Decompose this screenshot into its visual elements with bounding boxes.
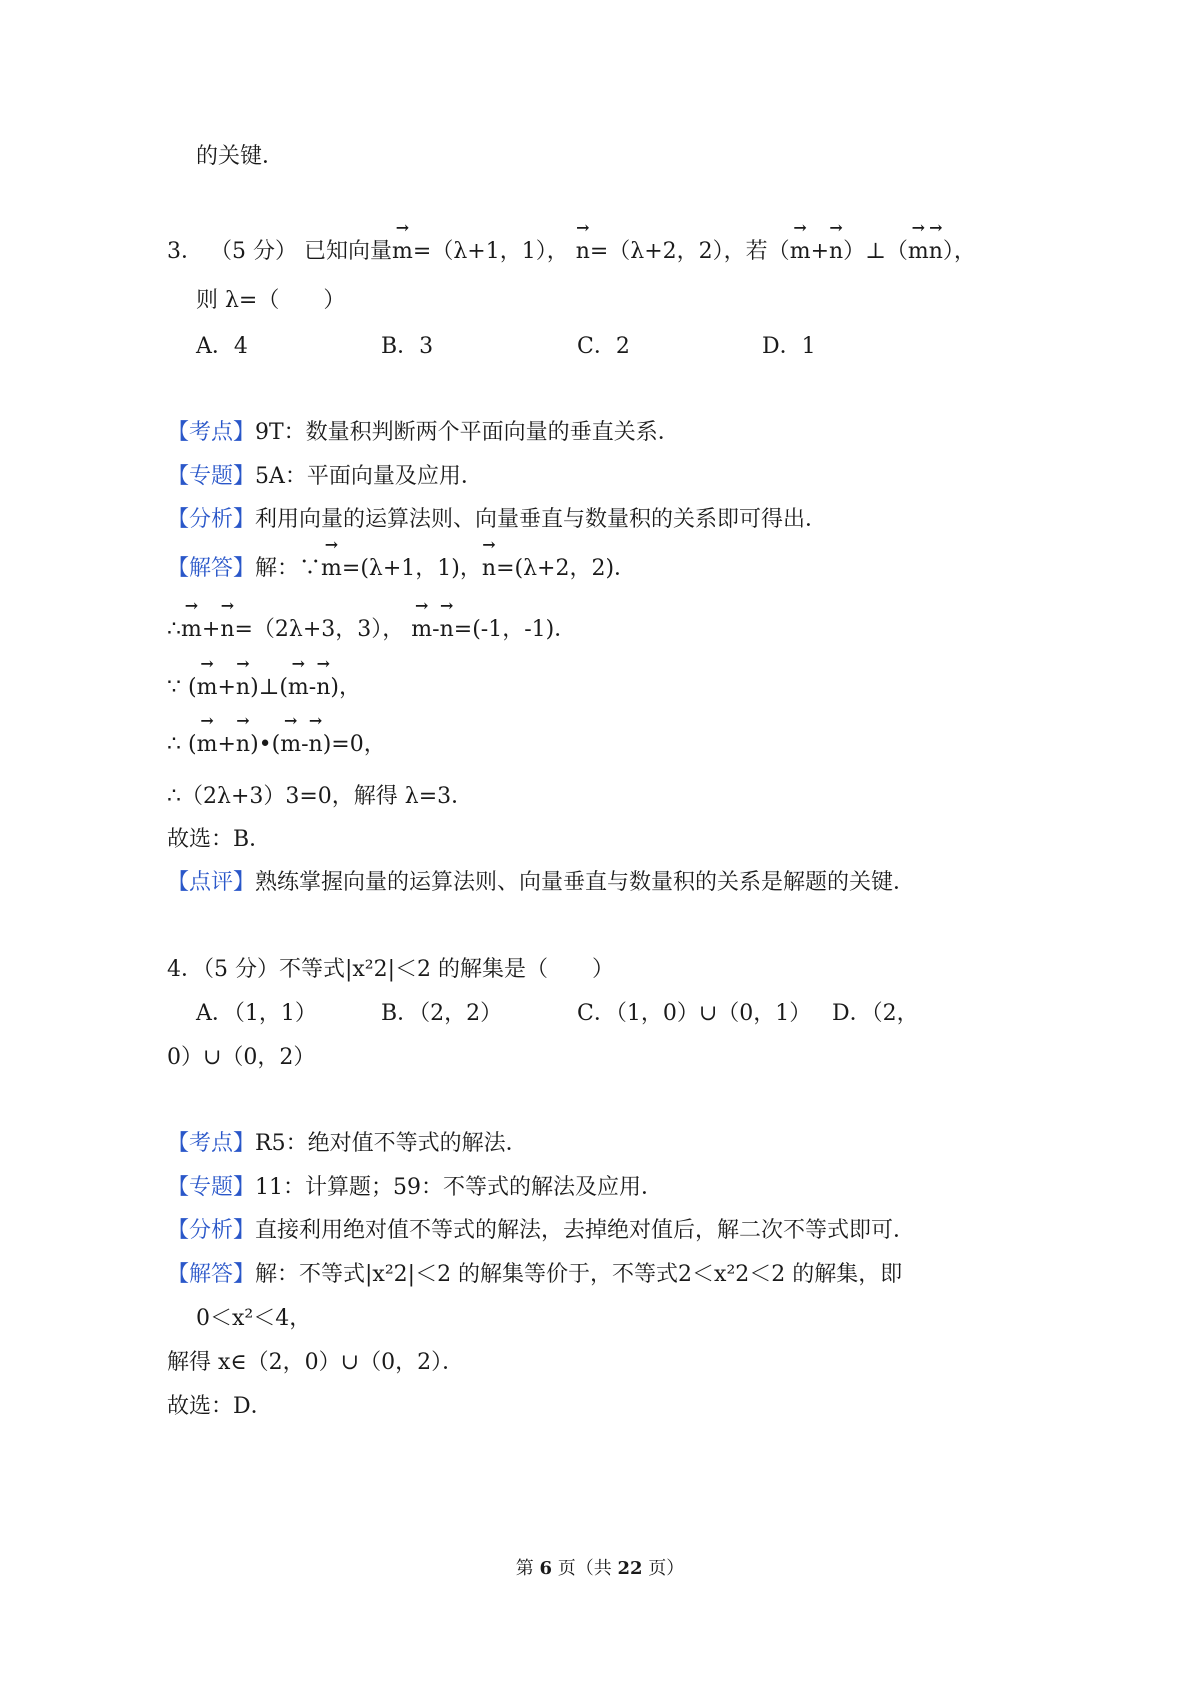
vector-m-7: → m: [197, 671, 218, 705]
footer-total-pages: 22: [617, 1558, 643, 1579]
q3-plus: +: [810, 239, 829, 264]
l4: ∴ (: [167, 732, 197, 757]
vector-m-8: → m: [288, 671, 309, 705]
l2-plus: +: [201, 617, 221, 642]
kaodian-text: 9T：数量积判断两个平面向量的垂直关系．: [255, 420, 680, 445]
q3-zhuanti: [167, 460, 483, 494]
dianping-tag: 【点评】: [167, 870, 256, 895]
q4-jieda-line4: 故选：D．: [167, 1394, 273, 1419]
vector-n-6: → n: [440, 613, 454, 647]
vector-m-9: → m: [197, 728, 218, 762]
l3-plus: +: [217, 675, 236, 700]
q3-jieda-line6: 故选：B．: [167, 827, 272, 852]
footer-prefix: 第: [515, 1558, 534, 1579]
vector-n-8: → n: [316, 671, 330, 705]
q3-close: ），: [942, 239, 976, 264]
dianping-text: 熟练掌握向量的运算法则、向量垂直与数量积的关系是解题的关键．: [255, 870, 916, 895]
vector-n-7: → n: [236, 671, 250, 705]
kaodian-tag-2: 【考点】: [167, 1131, 256, 1156]
q3-fenxi: [167, 503, 827, 537]
q3-jieda-line3: [167, 671, 361, 705]
l4b: )•(: [250, 732, 281, 757]
q4-options-line2: 0）∪（0，2）: [167, 1045, 316, 1070]
q3-option-c: C．2: [577, 334, 630, 359]
fenxi-text-2: 直接利用绝对值不等式的解法，去掉绝对值后，解二次不等式即可．: [255, 1218, 916, 1243]
vector-n-10: → n: [309, 728, 323, 762]
q3-stem-text: 已知向量: [304, 239, 393, 264]
q4-stem: 4．（5 分）不等式|x²2|＜2 的解集是（ ）: [167, 957, 615, 982]
l2c: =(-1，-1)．: [453, 617, 577, 642]
l3: ∵ (: [167, 675, 197, 700]
l3-minus: -: [308, 675, 317, 700]
kaodian-text-2: R5：绝对值不等式的解法．: [255, 1131, 528, 1156]
zhuanti-text: 5A：平面向量及应用．: [255, 464, 483, 489]
vector-n-3: → n: [929, 235, 943, 269]
vector-m-4: → m: [321, 552, 342, 586]
q3-score: （5 分）: [210, 239, 297, 264]
zhuanti-tag: 【专题】: [167, 464, 256, 489]
q3-jieda-line1: [167, 552, 636, 586]
footer-suffix: 页）: [648, 1558, 685, 1579]
q3-option-d: D．1: [762, 334, 816, 359]
vector-m: → m: [392, 235, 413, 269]
q3-option-b: B．3: [381, 334, 434, 359]
vector-m-3: → m: [908, 235, 929, 269]
l2a: ∴: [167, 617, 181, 642]
vector-n-2: → n: [829, 235, 843, 269]
q3-kaodian: [167, 416, 680, 450]
top-fragment: 的关键．: [196, 144, 285, 169]
l3c: )，: [330, 675, 361, 700]
zhuanti-tag-2: 【专题】: [167, 1175, 256, 1200]
q3-stem-line2: 则 λ=（ ）: [196, 288, 346, 313]
jieda-l1c: =(λ+2，2)．: [496, 556, 637, 581]
jieda-text-2: 解：不等式|x²2|＜2 的解集等价于，不等式2＜x²2＜2 的解集，即: [255, 1262, 903, 1287]
q3-perp: ）⊥（: [843, 239, 908, 264]
q3-dianping: [167, 866, 915, 900]
q4-jieda-line3: 解得 x∈（2，0）∪（0，2）．: [167, 1350, 465, 1375]
jieda-tag-2: 【解答】: [167, 1262, 256, 1287]
q3-option-a: A．4: [196, 334, 248, 359]
vector-m-10: → m: [280, 728, 301, 762]
q3-jieda-line5: ∴（2λ+3）3=0，解得 λ=3．: [167, 784, 474, 809]
q4-fenxi: [167, 1214, 915, 1248]
vector-m-5: → m: [181, 613, 202, 647]
q4-option-d: D．（2，: [832, 1001, 919, 1026]
q3-eq2: =（λ+2，2），若（: [589, 239, 790, 264]
q4-jieda-line1: [167, 1258, 902, 1292]
fenxi-tag-2: 【分析】: [167, 1218, 256, 1243]
vector-n-5: → n: [220, 613, 234, 647]
vector-n-9: → n: [236, 728, 250, 762]
footer-mid: 页（共: [557, 1558, 612, 1579]
vector-n: → n: [576, 235, 590, 269]
fenxi-tag: 【分析】: [167, 507, 256, 532]
q3-jieda-line4: [167, 728, 386, 762]
q4-option-b: B．（2，2）: [381, 1001, 503, 1026]
q4-zhuanti: [167, 1171, 663, 1205]
vector-m-2: → m: [790, 235, 811, 269]
q3-eq1: =（λ+1，1），: [412, 239, 569, 264]
l4-minus: -: [301, 732, 309, 757]
l3b: )⊥(: [250, 675, 288, 700]
kaodian-tag: 【考点】: [167, 420, 256, 445]
zhuanti-text-2: 11：计算题；59：不等式的解法及应用．: [255, 1175, 664, 1200]
l2b: =（2λ+3，3），: [234, 617, 405, 642]
q3-stem-line1: [167, 235, 976, 269]
q4-option-c: C．（1，0）∪（0，1）: [577, 1001, 812, 1026]
vector-m-6: → m: [411, 613, 432, 647]
q4-kaodian: [167, 1127, 528, 1161]
q4-option-a: A．（1，1）: [196, 1001, 317, 1026]
jieda-tag: 【解答】: [167, 556, 256, 581]
q3-number: 3．: [167, 239, 203, 264]
q3-jieda-line2: [167, 613, 576, 647]
jieda-l1b: =(λ+1，1)，: [341, 556, 482, 581]
l4-plus: +: [217, 732, 236, 757]
fenxi-text: 利用向量的运算法则、向量垂直与数量积的关系即可得出．: [255, 507, 828, 532]
l4c: )=0，: [322, 732, 386, 757]
page-footer: [0, 1556, 1200, 1582]
jieda-l1a: 解：∵: [255, 556, 322, 581]
vector-n-4: → n: [482, 552, 496, 586]
q4-jieda-line2: 0＜x²＜4，: [196, 1306, 312, 1331]
footer-page-number: 6: [539, 1558, 552, 1579]
l2-minus: -: [432, 617, 440, 642]
